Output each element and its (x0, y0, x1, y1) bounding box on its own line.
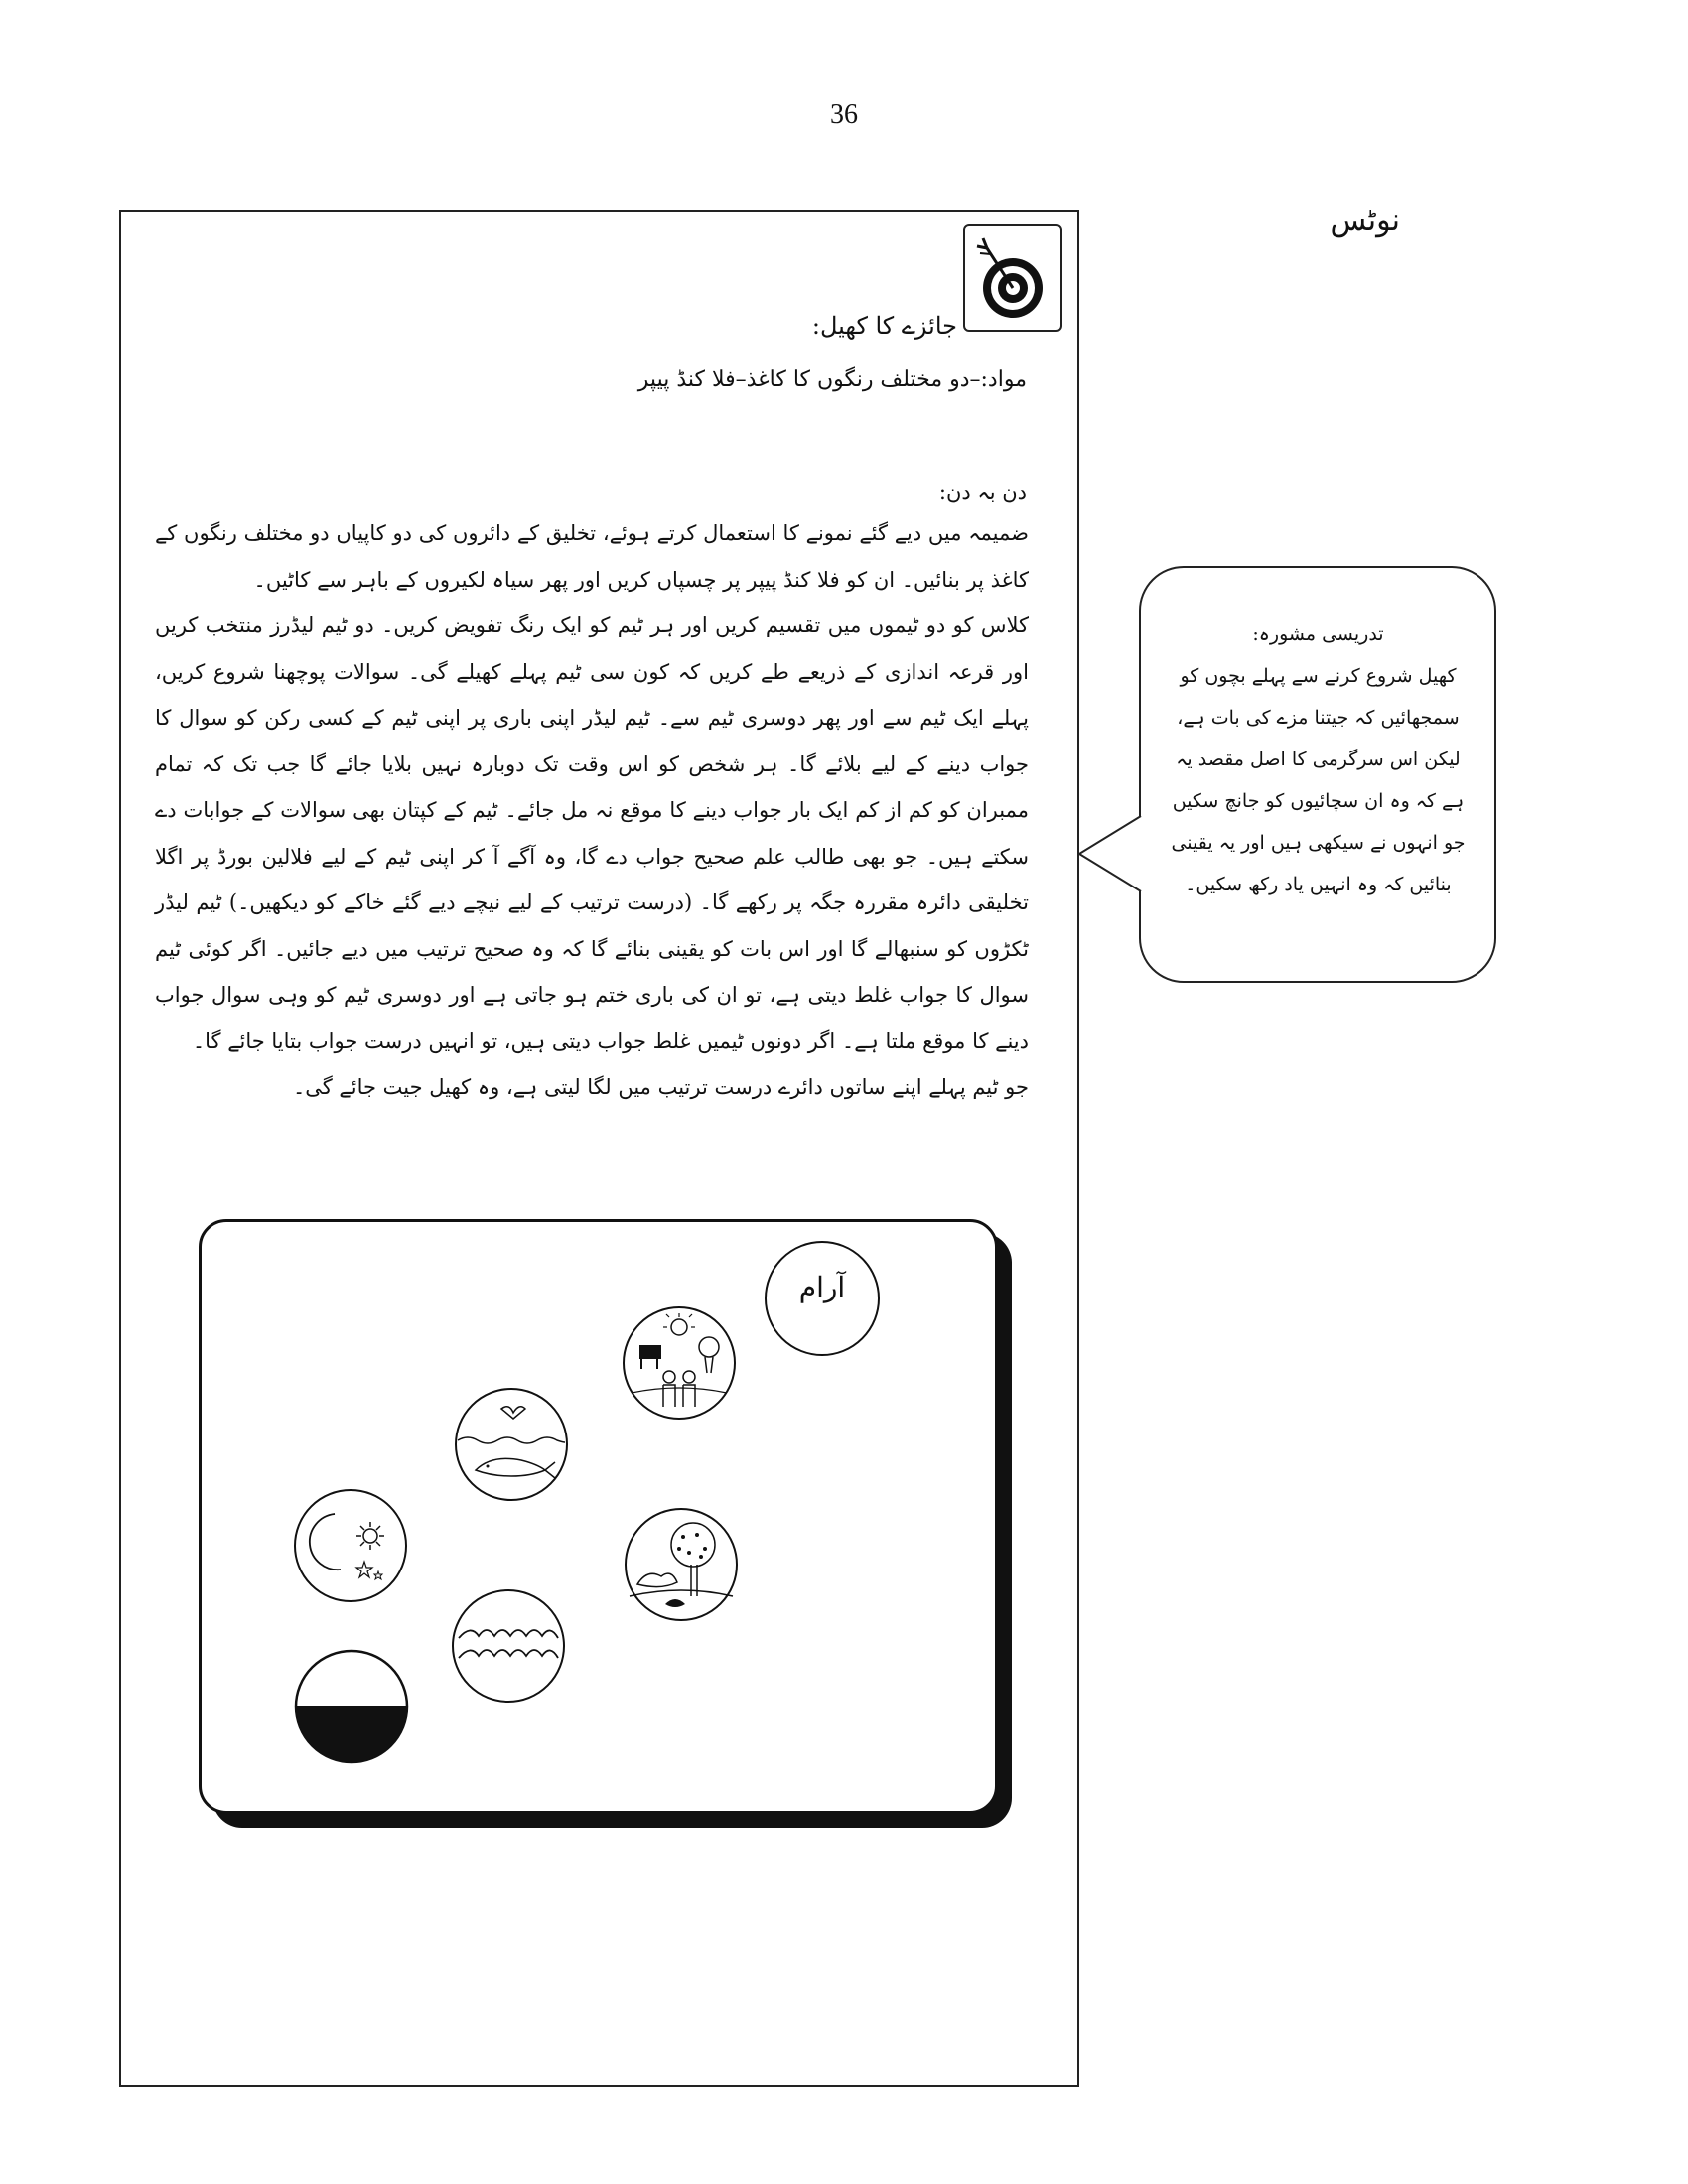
paragraph-2: کلاس کو دو ٹیموں میں تقسیم کریں اور ہر ٹیم کو ایک رنگ تفویض کریں۔ دو ٹیم لیڈرز منتخب کریں اور قرعہ اندازی کے ذریعے طے کریں کہ کون سی ٹیم پہلے کھیلے گی۔ سوالات پوچھنا شروع کریں، پہلے ایک ٹیم سے اور پھر دوسری ٹیم سے۔ ٹیم لیڈر اپنی باری پر اپنی ٹیم کے کسی رکن کو سوال کا جواب دینے کے لیے بلائے گا۔ ہر شخص کو اس وقت تک دوبارہ نہیں بلایا جائے گا جب تک کہ تمام ممبران کو کم از کم ایک بار جواب دینے کا موقع نہ مل جائے۔ ٹیم کے کپتان بھی سوالات کے جوابات دے سکتے ہیں۔ جو بھی طالب علم صحیح جواب دے گا، وہ آگے آ کر اپنی ٹیم کے لیے فلالین بورڈ پر اگلا تخلیقی دائرہ مقررہ جگہ پر رکھے گا۔ (درست ترتیب کے لیے نیچے دیے گئے خاکے کو دیکھیں۔) ٹیم لیڈر ٹکڑوں کو سنبھالے گا اور اس بات کو یقینی بنائے گا کہ وہ صحیح ترتیب میں دیے جائیں۔ اگر کوئی ٹیم سوال کا جواب غلط دیتی ہے، تو ان کی باری ختم ہو جاتی ہے اور دوسری ٹیم کو وہی سوال جواب دینے کا موقع ملتا ہے۔ اگر دونوں ٹیمیں غلط جواب دیتی ہیں، تو انہیں درست جواب بتایا جائے گا۔ (155, 614, 1029, 1053)
notes-heading: نوٹس (1330, 204, 1400, 238)
section-heading: دن بہ دن: (938, 480, 1027, 504)
plants-circle (622, 1505, 741, 1624)
teaching-tip-body: کھیل شروع کرنے سے پہلے بچوں کو سمجھائیں کہ جیتنا مزے کی بات ہے، لیکن اس سرگرمی کا اصل مقصد یہ ہے کہ وہ ان سچائیوں کو جانچ سکیں جو انہوں نے سیکھی ہیں اور یہ یقینی بنائیں کہ وہ انہیں یاد رکھ سکیں۔ (1171, 665, 1466, 895)
rest-label: آرام (798, 1271, 846, 1303)
paragraph-3: جو ٹیم پہلے اپنے ساتوں دائرے درست ترتیب میں لگا لیتی ہے، وہ کھیل جیت جائے گی۔ (292, 1075, 1029, 1099)
birds-fish-circle (452, 1385, 571, 1504)
instructions-text (155, 510, 1029, 1111)
sun-moon-stars-circle (291, 1486, 410, 1605)
paragraph-1: ضمیمہ میں دیے گئے نمونے کا استعمال کرتے ہوئے، تخلیق کے دائروں کی دو کاپیاں دو مختلف رنگوں کے کاغذ پر بنائیں۔ ان کو فلا کنڈ پیپر پر چسپاں کریں اور پھر سیاہ لکیروں کے باہر سے کاٹیں۔ (155, 521, 1029, 592)
materials-line: مواد:–دو مختلف رنگوں کا کاغذ–فلا کنڈ پیپر (637, 367, 1027, 392)
activity-title: جائزے کا کھیل: (811, 312, 957, 340)
teaching-tip-text (1167, 614, 1470, 905)
page-number: 36 (830, 99, 858, 130)
light-darkness-circle (292, 1647, 411, 1766)
land-animals-people-circle (620, 1303, 739, 1423)
water-circle (449, 1586, 568, 1706)
teaching-tip-heading: تدریسی مشورہ: (1252, 623, 1384, 645)
target-icon (963, 224, 1062, 332)
tip-bubble-pointer (1077, 814, 1143, 893)
